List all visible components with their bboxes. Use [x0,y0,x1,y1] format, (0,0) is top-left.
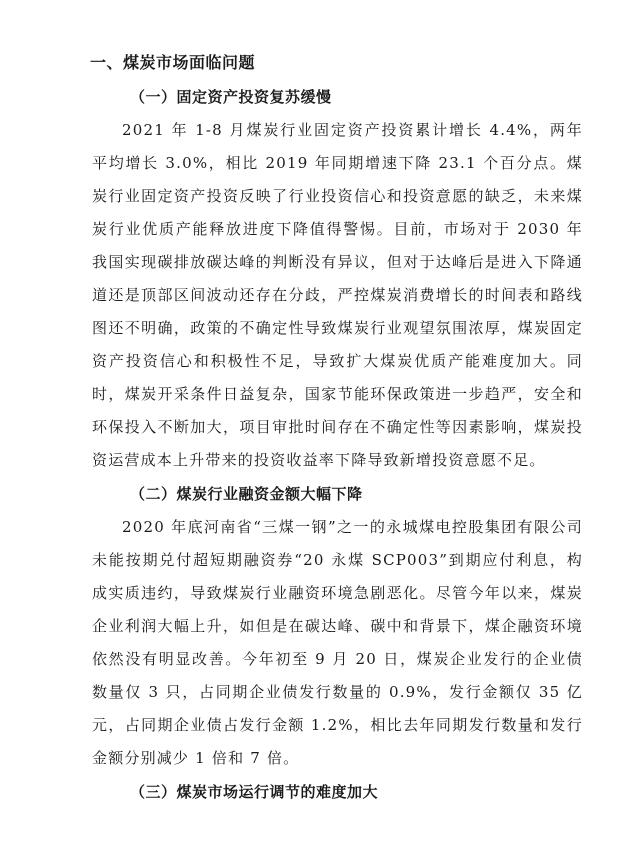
section-title: 一、煤炭市场面临问题 [90,53,256,72]
subsection-heading-2: （二）煤炭行业融资金额大幅下降 [130,485,363,503]
subsection-heading-1: （一）固定资产投资复苏缓慢 [130,88,332,106]
subsection-heading-3: （三）煤炭市场运行调节的难度加大 [130,783,379,801]
paragraph-2: 2020 年底河南省“三煤一钢”之一的永城煤电控股集团有限公司未能按期兑付超短期融资券“20 永煤 SCP003”到期应付利息，构成实质违约，导致煤炭行业融资环境急剧恶化。尽管今年以来，煤炭企业利润大幅上升，如但是在碳达峰、碳中和背景下，煤企融资环境依然没有明显改善。今年初至 9 月 20 日，煤炭企业发行的企业债数量仅 3 只，占同期企业债发行数量的 0.9%，发行金额仅 35 亿元，占同期企业债占发行金额 1.2%，相比去年同期发行数量和发行金额分别减少 1 倍和 7 倍。 [92,518,583,767]
paragraph-1: 2021 年 1-8 月煤炭行业固定资产投资累计增长 4.4%，两年平均增长 3.0%，相比 2019 年同期增速下降 23.1 个百分点。煤炭行业固定资产投资反映了行业投资信心和投资意愿的缺乏，未来煤炭行业优质产能释放进度下降值得警惕。目前，市场对于 2030 年我国实现碳排放碳达峰的判断没有异议，但对于达峰后是进入下降通道还是顶部区间波动还存在分歧，严控煤炭消费增长的时间表和路线图还不明确，政策的不确定性导致煤炭行业观望氛围浓厚，煤炭固定资产投资信心和积极性不足，导致扩大煤炭优质产能难度加大。同时，煤炭开采条件日益复杂，国家节能环保政策进一步趋严，安全和环保投入不断加大，项目审批时间存在不确定性等因素影响，煤炭投资运营成本上升带来的投资收益率下降导致新增投资意愿不足。 [92,121,583,469]
